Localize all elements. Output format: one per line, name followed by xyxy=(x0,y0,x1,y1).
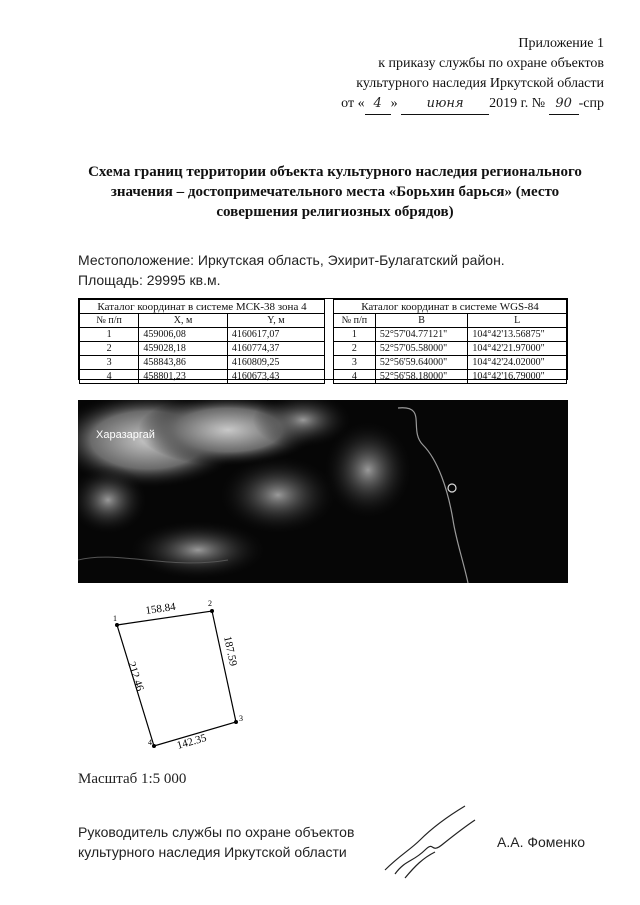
table-row xyxy=(80,356,325,370)
table-cell: 2 xyxy=(334,342,376,356)
wgs84-table xyxy=(333,299,567,384)
table-cell: 52°57'05.58000" xyxy=(375,342,468,356)
table-row xyxy=(334,356,567,370)
msk38-table xyxy=(79,299,325,384)
table-cell: 4 xyxy=(80,370,139,384)
edge-length-3-4: 142.35 xyxy=(175,732,208,752)
msk38-caption: Каталог координат в системе МСК-38 зона 4 xyxy=(80,300,325,314)
table-cell: 4160774,37 xyxy=(227,342,324,356)
table-cell: 3 xyxy=(334,356,376,370)
title-line-3: совершения религиозных обрядов) xyxy=(216,204,454,220)
date-quote-close: » xyxy=(390,96,398,111)
table-cell: 52°56'59.64000" xyxy=(375,356,468,370)
table-cell: 4 xyxy=(334,370,376,384)
vertex-label-4: 4 xyxy=(148,738,152,747)
table-cell: 458801,23 xyxy=(139,370,228,384)
table-cell: 52°56'58.18000" xyxy=(375,370,468,384)
order-suffix: -спр xyxy=(578,96,604,111)
area-text: Площадь: 29995 кв.м. xyxy=(78,272,221,288)
appendix-date-line xyxy=(341,94,604,115)
position-line-2: культурного наследия Иркутской области xyxy=(78,844,347,860)
appendix-order-line: к приказу службы по охране объектов xyxy=(378,56,604,71)
scale-text: Масштаб 1:5 000 xyxy=(78,771,187,787)
coordinate-catalogs xyxy=(78,298,568,380)
wgs84-caption: Каталог координат в системе WGS-84 xyxy=(334,300,567,314)
msk38-header-x: X, м xyxy=(139,314,228,328)
table-cell: 104°42'21.97000" xyxy=(468,342,567,356)
document-title xyxy=(70,162,600,222)
table-cell: 458843,86 xyxy=(139,356,228,370)
msk38-header-y: Y, м xyxy=(227,314,324,328)
table-cell: 4160673,43 xyxy=(227,370,324,384)
table-cell: 52°57'04.77121" xyxy=(375,328,468,342)
table-row xyxy=(80,342,325,356)
signatory-name: А.А. Фоменко xyxy=(497,834,585,850)
wgs84-header-l: L xyxy=(468,314,567,328)
boundary-polygon xyxy=(100,595,270,760)
table-row xyxy=(334,342,567,356)
title-line-2: значения – достопримечательного места «Борьхин барься» (место xyxy=(110,184,560,200)
table-cell: 459006,08 xyxy=(139,328,228,342)
table-cell: 459028,18 xyxy=(139,342,228,356)
date-month: июня xyxy=(426,96,464,111)
table-cell: 104°42'24.02000" xyxy=(468,356,567,370)
title-line-1: Схема границ территории объекта культурного наследия регионального xyxy=(88,164,582,180)
table-row xyxy=(80,370,325,384)
date-year: 2019 г. № xyxy=(489,96,546,111)
boundary-plan xyxy=(100,595,270,760)
wgs84-header-num: № п/п xyxy=(334,314,376,328)
handwritten-signature xyxy=(375,800,485,880)
table-cell: 104°42'13.56875" xyxy=(468,328,567,342)
position-line-1: Руководитель службы по охране объектов xyxy=(78,824,355,840)
satellite-map xyxy=(78,400,568,583)
date-day: 4 xyxy=(373,96,382,111)
vertex-label-1: 1 xyxy=(113,614,117,623)
edge-length-1-2: 158.84 xyxy=(144,600,177,617)
edge-length-4-1: 212.46 xyxy=(125,660,146,693)
table-row xyxy=(80,328,325,342)
vertex-label-3: 3 xyxy=(239,714,243,723)
satellite-imagery xyxy=(78,400,568,583)
table-row xyxy=(334,370,567,384)
table-cell: 2 xyxy=(80,342,139,356)
table-cell: 1 xyxy=(334,328,376,342)
appendix-agency-line: культурного наследия Иркутской области xyxy=(356,76,604,91)
wgs84-header-b: B xyxy=(375,314,468,328)
date-prefix: от « xyxy=(341,96,365,111)
signatory-position xyxy=(78,822,354,862)
table-cell: 4160809,25 xyxy=(227,356,324,370)
edge-length-2-3: 187.59 xyxy=(221,635,240,668)
location-text: Местоположение: Иркутская область, Эхирит-Булагатский район. xyxy=(78,252,505,268)
table-cell: 1 xyxy=(80,328,139,342)
order-number: 90 xyxy=(555,96,572,111)
appendix-title: Приложение 1 xyxy=(518,36,604,51)
table-cell: 3 xyxy=(80,356,139,370)
vertex-label-2: 2 xyxy=(208,599,212,608)
table-cell: 104°42'16.79000" xyxy=(468,370,567,384)
table-row xyxy=(334,328,567,342)
appendix-header xyxy=(341,34,604,115)
table-cell: 4160617,07 xyxy=(227,328,324,342)
msk38-header-num: № п/п xyxy=(80,314,139,328)
village-label: Харазаргай xyxy=(96,429,155,441)
